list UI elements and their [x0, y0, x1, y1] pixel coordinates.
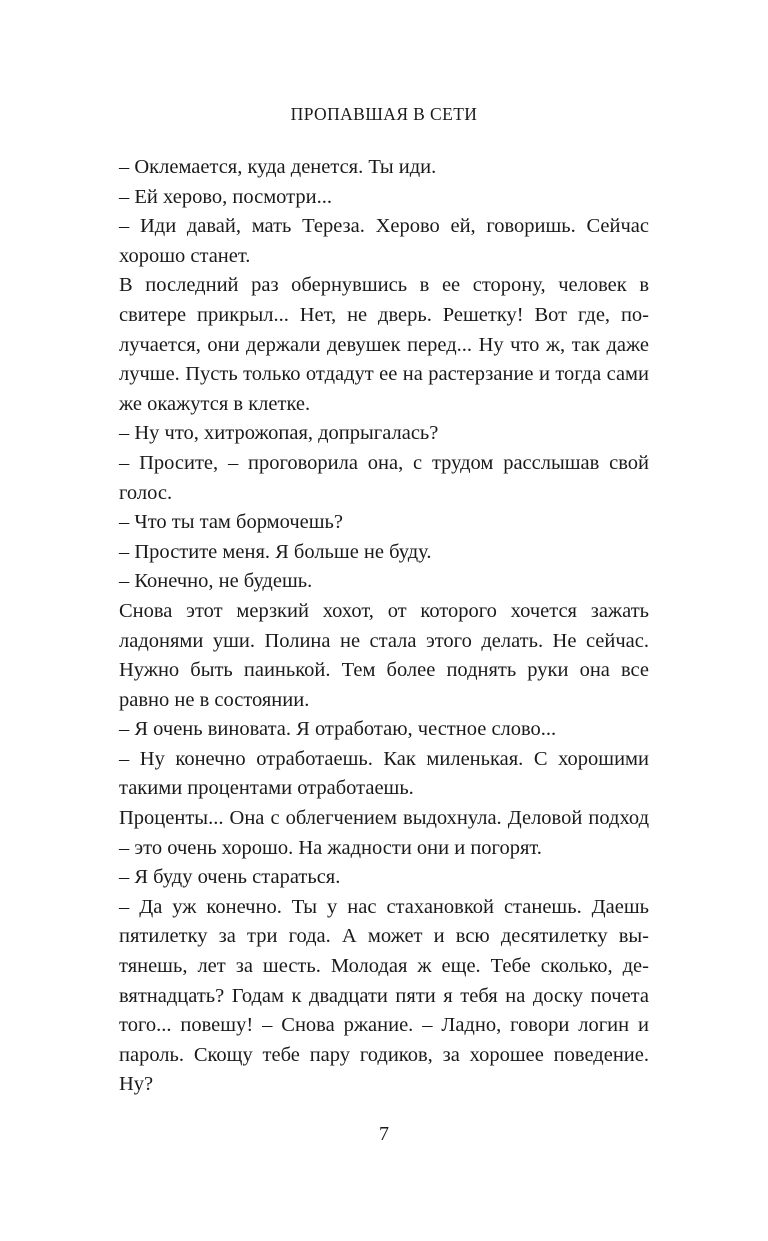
paragraph: – Я очень виновата. Я отработаю, честное слово...	[119, 718, 557, 741]
paragraph: – Простите меня. Я больше не буду.	[119, 540, 432, 563]
paragraph: – Иди давай, мать Тереза. Херово ей, говоришь. Сейчас хорошо станет.	[119, 215, 649, 267]
paragraph: Снова этот мерзкий хохот, от которого хочется зажать ладонями уши. Полина не стала этого делать. Не сейчас. Нужно быть паинькой. Тем более поднять руки она все равно не в состоянии.	[119, 599, 649, 711]
paragraph: Проценты... Она с облегчением выдохнула. Деловой подход – это очень хорошо. На жадности они и погорят.	[119, 807, 649, 859]
paragraph: – Что ты там бормочешь?	[119, 511, 343, 534]
paragraph: – Ей херово, посмотри...	[119, 185, 332, 208]
paragraph: – Ну что, хитрожопая, допрыгалась?	[119, 422, 439, 445]
paragraph: – Да уж конечно. Ты у нас стахановкой станешь. Даешь пятилетку за три года. А может и всю десятилетку вытянешь, лет за шесть. Молодая ж еще. Тебе сколько, девятнадцать? Годам к двадцати пяти я тебя на доску почета того... повешу! – Снова ржание. – Ладно, говори логин и пароль. Скощу тебе пару годиков, за хорошее поведение. Ну?	[119, 895, 649, 1096]
paragraph: – Конечно, не будешь.	[119, 570, 313, 593]
page-number: 7	[379, 1123, 389, 1145]
paragraph: – Я буду очень стараться.	[119, 866, 341, 889]
running-title: ПРОПАВШАЯ В СЕТИ	[290, 104, 478, 124]
paragraph: – Просите, – проговорила она, с трудом расслышав свой голос.	[119, 451, 649, 504]
paragraph: – Оклемается, куда денется. Ты иди.	[119, 156, 437, 178]
paragraph: В последний раз обернувшись в ее сторону, человек в свитере прикрыл... Нет, не дверь. Решетку! Вот где, получается, они держали девушек перед... Ну что ж, так даже лучше. Пусть только отдадут ее на растерзание и тогда сами же окажутся в клетке.	[119, 274, 649, 415]
body-text	[119, 153, 649, 1100]
paragraph: – Ну конечно отработаешь. Как миленькая. С хорошими такими процентами отработаешь.	[119, 747, 649, 800]
